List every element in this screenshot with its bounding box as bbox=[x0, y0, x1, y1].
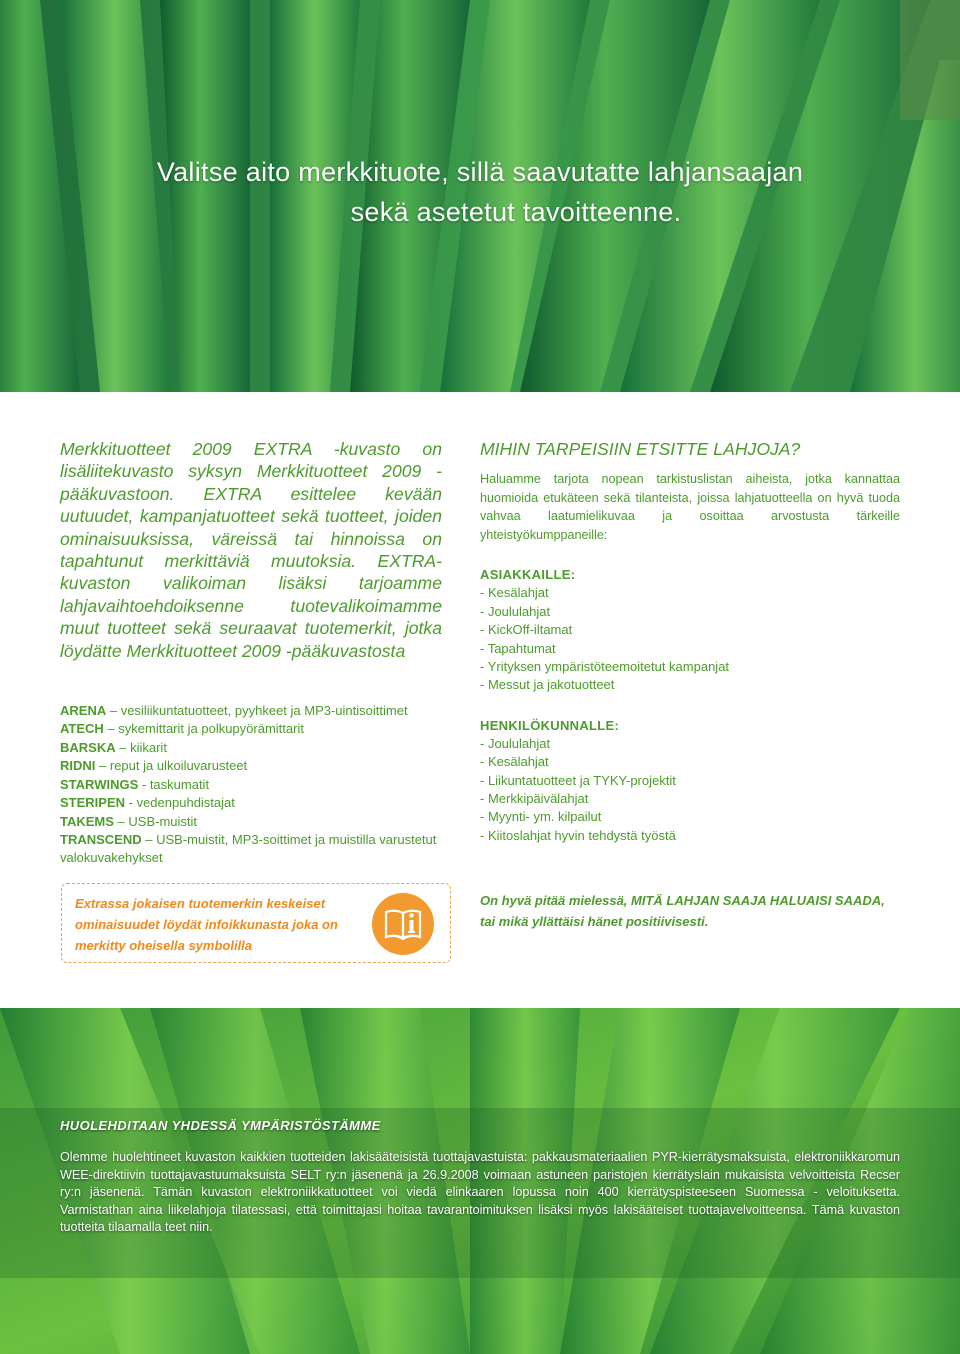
brand-desc: reput ja ulkoiluvarusteet bbox=[109, 758, 248, 774]
staff-title: HENKILÖKUNNALLE: bbox=[480, 717, 620, 733]
brand-name: ATECH bbox=[60, 721, 104, 737]
brand-desc: USB-muistit bbox=[128, 813, 198, 829]
question-intro: Haluamme tarjota nopean tarkistuslistan aiheista, jotka kannattaa huomioida etukäteen sekä tilanteista, joissa lahjatuotteella on hyvä tuoda vahvaa laatumielikuvaa ja osoittaa arvostusta tärkeille yhteistyökumppaneille: bbox=[480, 472, 900, 542]
brand-sep: - bbox=[125, 795, 137, 811]
hero-line-1: Valitse aito merkkituote, sillä saavutatte lahjansaajan bbox=[156, 157, 804, 187]
closing-note: On hyvä pitää mielessä, MITÄ LAHJAN SAAJA HALUAISI SAADA, tai mikä yllättäisi hänet positiivisesti. bbox=[480, 893, 885, 929]
eco-title: HUOLEHDITAAN YHDESSÄ YMPÄRISTÖSTÄMME bbox=[60, 1118, 381, 1133]
hero-line-2: sekä asetetut tavoitteenne. bbox=[350, 197, 682, 227]
brand-sep: – bbox=[141, 831, 157, 847]
brand-desc: vesiliikuntatuotteet, pyyhkeet ja MP3-uintisoittimet bbox=[120, 703, 408, 719]
brand-desc: kiikarit bbox=[130, 739, 167, 755]
brand-sep: – bbox=[115, 739, 131, 755]
list-item: - Joululahjat bbox=[480, 603, 551, 619]
brand-desc: vedenpuhdistajat bbox=[136, 795, 235, 811]
question-title: MIHIN TARPEISIIN ETSITTE LAHJOJA? bbox=[480, 439, 801, 459]
customers-list bbox=[480, 584, 900, 694]
hero-title bbox=[0, 152, 960, 232]
brand-name: STERIPEN bbox=[60, 795, 126, 811]
info-book-icon bbox=[372, 893, 434, 955]
brand-name: ARENA bbox=[60, 703, 107, 719]
list-item: - Kesälahjat bbox=[480, 754, 549, 770]
list-item: - Kesälahjat bbox=[480, 585, 549, 601]
list-item: - Liikuntatuotteet ja TYKY-projektit bbox=[480, 772, 676, 788]
info-box-text: Extrassa jokaisen tuotemerkin keskeiset ominaisuudet löydät infoikkunasta joka on merkitty oheisella symbolilla bbox=[75, 896, 338, 953]
brand-list bbox=[60, 702, 442, 868]
brand-item bbox=[60, 757, 442, 775]
brand-desc: taskumatit bbox=[149, 776, 210, 792]
brand-desc: sykemittarit ja polkupyörämittarit bbox=[118, 721, 304, 737]
brand-name: TRANSCEND bbox=[60, 831, 142, 847]
brand-sep: – bbox=[95, 758, 110, 774]
brand-item bbox=[60, 813, 442, 831]
list-item: - Tapahtumat bbox=[480, 640, 556, 656]
intro-paragraph: Merkkituotteet 2009 EXTRA -kuvasto on lisäliitekuvasto syksyn Merkkituotteet 2009 -pääkuvastoon. EXTRA esittelee kevään uutuudet, kampanjatuotteet sekä tuotteet, joiden ominaisuuksissa, väreissä tai hinnoissa on tapahtunut merkittäviä muutoksia. EXTRA-kuvaston valikoiman lisäksi tarjoamme lahjavaihtoehdoiksenne tuotevalikoimamme muut tuotteet sekä seuraavat tuotemerkit, jotka löydätte Merkkituotteet 2009 -pääkuvastosta bbox=[60, 439, 442, 661]
brand-item bbox=[60, 776, 442, 794]
list-item: - KickOff-iltamat bbox=[480, 622, 573, 638]
right-column bbox=[480, 438, 900, 845]
staff-list bbox=[480, 735, 900, 845]
list-item: - Yrityksen ympäristöteemoitetut kampanjat bbox=[480, 659, 730, 674]
brand-item bbox=[60, 794, 442, 812]
list-item: - Merkkipäivälahjat bbox=[480, 791, 589, 807]
brand-sep: – bbox=[106, 703, 121, 719]
left-column bbox=[60, 438, 442, 868]
eco-section bbox=[60, 1118, 900, 1237]
list-item: - Myynti- ym. kilpailut bbox=[480, 809, 602, 825]
brand-name: RIDNI bbox=[60, 758, 96, 774]
customers-title: ASIAKKAILLE: bbox=[480, 567, 576, 583]
list-item: - Messut ja jakotuotteet bbox=[480, 677, 615, 693]
brand-name: TAKEMS bbox=[60, 813, 114, 829]
list-item: - Kiitoslahjat hyvin tehdystä työstä bbox=[480, 827, 676, 843]
brand-sep: – bbox=[113, 813, 129, 829]
brand-item bbox=[60, 739, 442, 757]
brand-desc: USB-muistit, MP3-soittimet ja muistilla varustetut valokuvakehykset bbox=[60, 831, 437, 866]
eco-text: Olemme huolehtineet kuvaston kaikkien tuotteiden lakisääteisistä tuottajavastuista: pakkausmateriaalien PYR-kierrätysmaksuista, elektroniikkaromun WEE-direktiivin tuottajavastuumaksuista SELT ry:n jäsenenä ja 26.9.2008 voimaan astuneen paristojen kierrätyslain mukaisista velvoitteista Recser ry:n jäsenenä. Tämän kuvaston elektroniikkatuotteet voi viedä elinkaaren lopussa noin 400 kierrätyspisteeseen Suomessa - veloituksetta. Varmistathan aina liikelahjoja tilatessasi, että toimittajasi hoitaa tavarantoimituksen lisäksi myös lakisääteiset tuottajavelvoitteensa. Tämä kuvaston tuotteita tilaamalla teet niin. bbox=[60, 1150, 900, 1235]
brand-sep: – bbox=[103, 721, 119, 737]
info-box bbox=[61, 883, 451, 963]
brand-name: BARSKA bbox=[60, 739, 116, 755]
brand-name: STARWINGS bbox=[60, 776, 139, 792]
brand-item bbox=[60, 702, 442, 720]
brand-item bbox=[60, 720, 442, 738]
list-item: - Joululahjat bbox=[480, 735, 551, 751]
brand-sep: - bbox=[138, 776, 150, 792]
brand-item bbox=[60, 831, 442, 868]
